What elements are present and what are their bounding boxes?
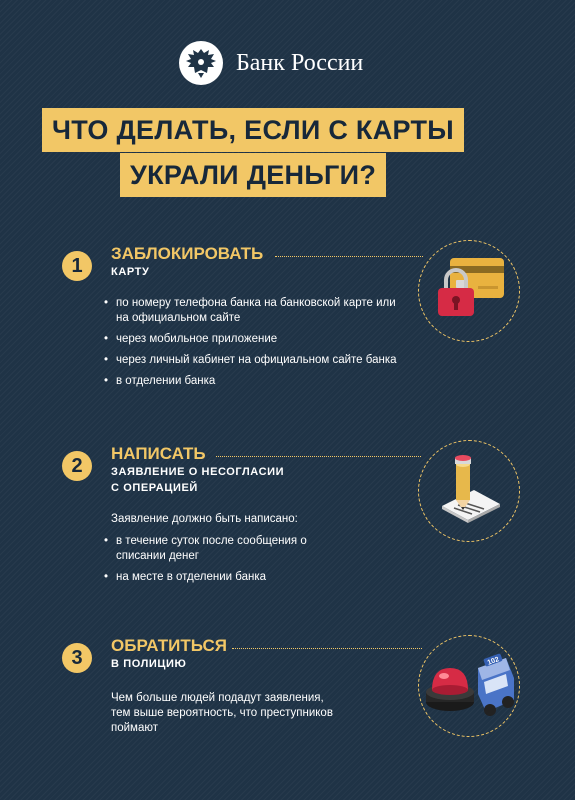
page-title-line-1: ЧТО ДЕЛАТЬ, ЕСЛИ С КАРТЫ [42, 108, 464, 152]
list-item: • в течение суток после сообщения о списании денег [104, 534, 344, 564]
step-2-subheading-line-1: ЗАЯВЛЕНИЕ О НЕСОГЛАСИИ [111, 466, 285, 478]
step-2-heading: НАПИСАТЬ [111, 444, 206, 463]
page-title-line-2: УКРАЛИ ДЕНЬГИ? [120, 153, 386, 197]
step-2-connector-line [216, 456, 421, 457]
step-1-subheading: КАРТУ [111, 266, 150, 278]
list-item: • через мобильное приложение [104, 332, 404, 347]
locked-card-icon [428, 250, 510, 330]
step-1-number: 1 [62, 251, 92, 281]
step-1-bullet-list [104, 296, 404, 395]
step-3-number: 3 [62, 643, 92, 673]
pen-document-icon [428, 450, 510, 532]
step-3-connector-line [232, 648, 422, 649]
step-2-bullet-list [104, 534, 344, 591]
step-1-connector-line [275, 256, 423, 257]
step-3-heading: ОБРАТИТЬСЯ [111, 636, 227, 655]
list-item: • на месте в отделении банка [104, 570, 344, 585]
step-2-intro: Заявление должно быть написано: [111, 513, 298, 525]
step-3-subheading: В ПОЛИЦИЮ [111, 658, 187, 670]
brand-name: Банк России [236, 50, 364, 76]
step-2-number: 2 [62, 451, 92, 481]
step-2-subheading-line-2: С ОПЕРАЦИЕЙ [111, 482, 198, 494]
list-item: • через личный кабинет на официальном сайте банка [104, 353, 404, 368]
step-1-heading: ЗАБЛОКИРОВАТЬ [111, 244, 264, 263]
list-item: • в отделении банка [104, 374, 404, 389]
step-3-paragraph: Чем больше людей подадут заявления, тем выше вероятность, что преступников поймают [111, 692, 333, 734]
double-headed-eagle-icon [178, 40, 224, 86]
car-number-label: 102 [486, 656, 501, 667]
list-item: • по номеру телефона банка на банковской карте или на официальном сайте [104, 296, 404, 326]
police-siren-car-icon [420, 650, 516, 726]
